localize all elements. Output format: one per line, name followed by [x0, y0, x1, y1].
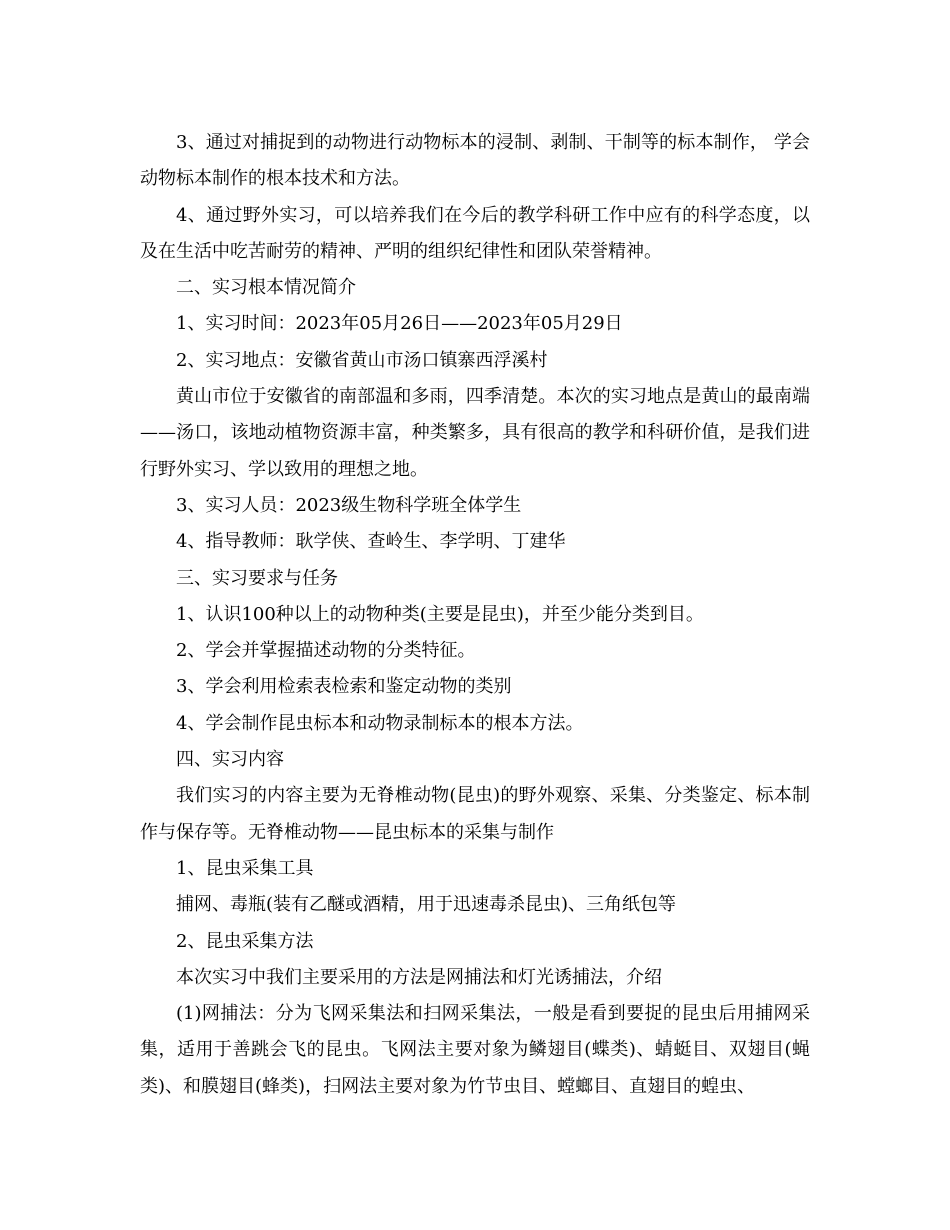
paragraph-practice-time: 1、实习时间：2023年05月26日——2023年05月29日: [176, 313, 623, 335]
section-heading-overview: 二、实习根本情况简介: [176, 277, 356, 299]
section-heading-requirements: 三、实习要求与任务: [176, 567, 338, 589]
paragraph-requirement-4: 4、学会制作昆虫标本和动物录制标本的根本方法。: [176, 712, 584, 734]
paragraph-practice-location: 2、实习地点：安徽省黄山市汤口镇寨西浮溪村: [176, 349, 548, 371]
document-body: [140, 125, 810, 1105]
paragraph-requirement-3: 3、学会利用检索表检索和鉴定动物的类别: [176, 676, 512, 698]
paragraph-practice-personnel: 3、实习人员：2023级生物科学班全体学生: [176, 494, 522, 516]
paragraph-specimen-making: 3、通过对捕捉到的动物进行动物标本的浸制、剥制、干制等的标本制作， 学会动物标本制作的根本技术和方法。: [140, 132, 810, 190]
paragraph-requirement-2: 2、学会并掌握描述动物的分类特征。: [176, 640, 476, 662]
paragraph-collection-tools: 捕网、毒瓶(装有乙醚或酒精，用于迅速毒杀昆虫)、三角纸包等: [176, 894, 677, 916]
section-heading-content: 四、实习内容: [176, 749, 284, 771]
paragraph-huangshan-description: 黄山市位于安徽省的南部温和多雨，四季清楚。本次的实习地点是黄山的最南端——汤口，该地动植物资源丰富，种类繁多，具有很高的教学和科研价值，是我们进行野外实习、学以致用的理想之地。: [140, 386, 810, 480]
subheading-collection-tools: 1、昆虫采集工具: [176, 857, 314, 879]
paragraph-field-practice-goal: 4、通过野外实习，可以培养我们在今后的教学科研工作中应有的科学态度，以及在生活中吃苦耐劳的精神、严明的组织纪律性和团队荣誉精神。: [140, 204, 810, 262]
paragraph-net-capture-method: (1)网捕法：分为飞网采集法和扫网采集法，一般是看到要捉的昆虫后用捕网采集，适用于善跳会飞的昆虫。飞网法主要对象为鳞翅目(蝶类)、蜻蜓目、双翅目(蝇类)、和膜翅目(蜂类)，扫网法主要对象为竹节虫目、螳螂目、直翅目的蝗虫、: [140, 1003, 810, 1097]
paragraph-collection-methods-intro: 本次实习中我们主要采用的方法是网捕法和灯光诱捕法，介绍: [176, 966, 662, 988]
paragraph-requirement-1: 1、认识100种以上的动物种类(主要是昆虫)，并至少能分类到目。: [176, 603, 704, 625]
paragraph-content-summary: 我们实习的内容主要为无脊椎动物(昆虫)的野外观察、采集、分类鉴定、标本制作与保存等。无脊椎动物——昆虫标本的采集与制作: [140, 785, 810, 843]
paragraph-instructors: 4、指导教师：耿学侠、查岭生、李学明、丁建华: [176, 531, 566, 553]
subheading-collection-methods: 2、昆虫采集方法: [176, 930, 314, 952]
